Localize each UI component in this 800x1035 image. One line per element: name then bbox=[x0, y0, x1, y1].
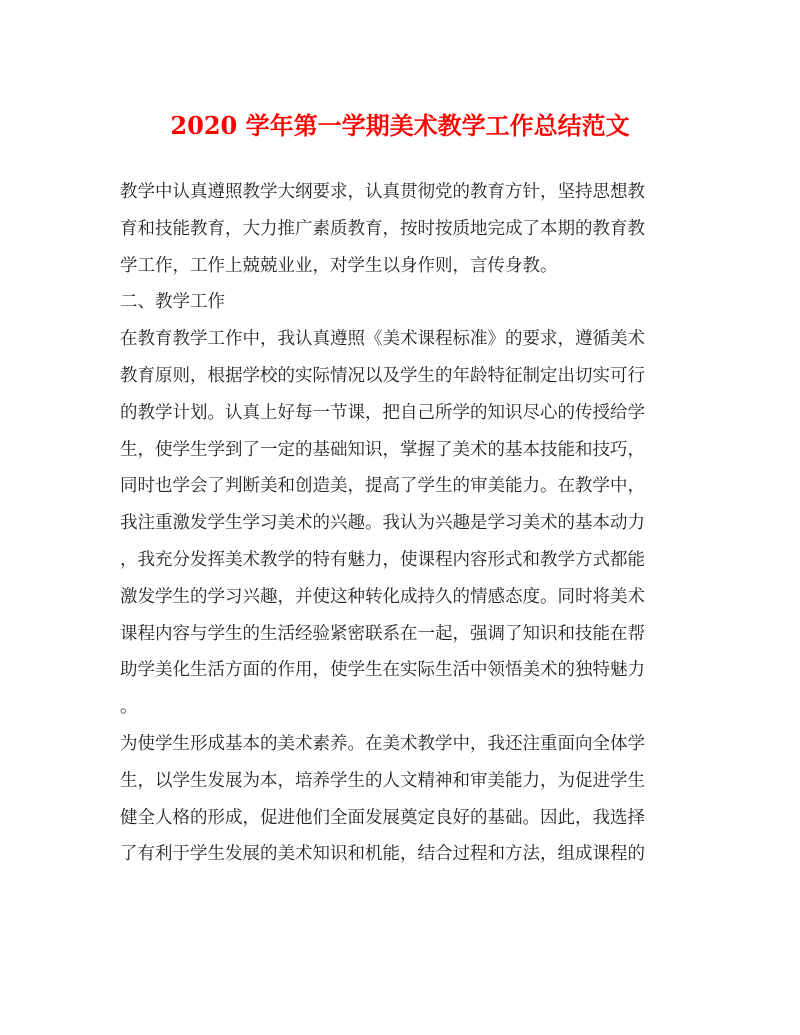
document-body bbox=[120, 174, 680, 873]
body-line: 生，使学生学到了一定的基础知识，掌握了美术的基本技能和技巧， bbox=[120, 439, 645, 460]
body-line: 了有利于学生发展的美术知识和机能，结合过程和方法，组成课程的 bbox=[120, 844, 645, 865]
body-line: 助学美化生活方面的作用，使学生在实际生活中领悟美术的独特魅力 bbox=[120, 660, 645, 681]
body-line: ，我充分发挥美术教学的特有魅力，使课程内容形式和教学方式都能 bbox=[120, 549, 645, 570]
body-line: 我注重激发学生学习美术的兴趣。我认为兴趣是学习美术的基本动力 bbox=[120, 513, 645, 534]
body-line: 课程内容与学生的生活经验紧密联系在一起，强调了知识和技能在帮 bbox=[120, 623, 645, 644]
body-line: 激发学生的学习兴趣，并使这种转化成持久的情感态度。同时将美术 bbox=[120, 586, 645, 607]
body-line: 学工作，工作上兢兢业业，对学生以身作则，言传身教。 bbox=[120, 255, 558, 276]
document-title: 2020 学年第一学期美术教学工作总结范文 bbox=[170, 111, 630, 140]
body-line: 教育原则，根据学校的实际情况以及学生的年龄特征制定出切实可行 bbox=[120, 365, 645, 386]
body-line: 育和技能教育，大力推广素质教育，按时按质地完成了本期的教育教 bbox=[120, 218, 645, 239]
body-line: 。 bbox=[120, 697, 138, 718]
body-line: 健全人格的形成，促进他们全面发展奠定良好的基础。因此，我选择 bbox=[120, 807, 645, 828]
section-heading: 二、教学工作 bbox=[120, 292, 225, 313]
body-line: 的教学计划。认真上好每一节课，把自己所学的知识尽心的传授给学 bbox=[120, 402, 645, 423]
body-line: 生，以学生发展为本，培养学生的人文精神和审美能力，为促进学生 bbox=[120, 770, 645, 791]
body-line: 教学中认真遵照教学大纲要求，认真贯彻党的教育方针，坚持思想教 bbox=[120, 182, 645, 202]
body-line: 在教育教学工作中，我认真遵照《美术课程标准》的要求，遵循美术 bbox=[120, 329, 645, 350]
body-line: 为使学生形成基本的美术素养。在美术教学中，我还注重面向全体学 bbox=[120, 733, 645, 754]
body-line: 同时也学会了判断美和创造美，提高了学生的审美能力。在教学中， bbox=[120, 476, 645, 497]
